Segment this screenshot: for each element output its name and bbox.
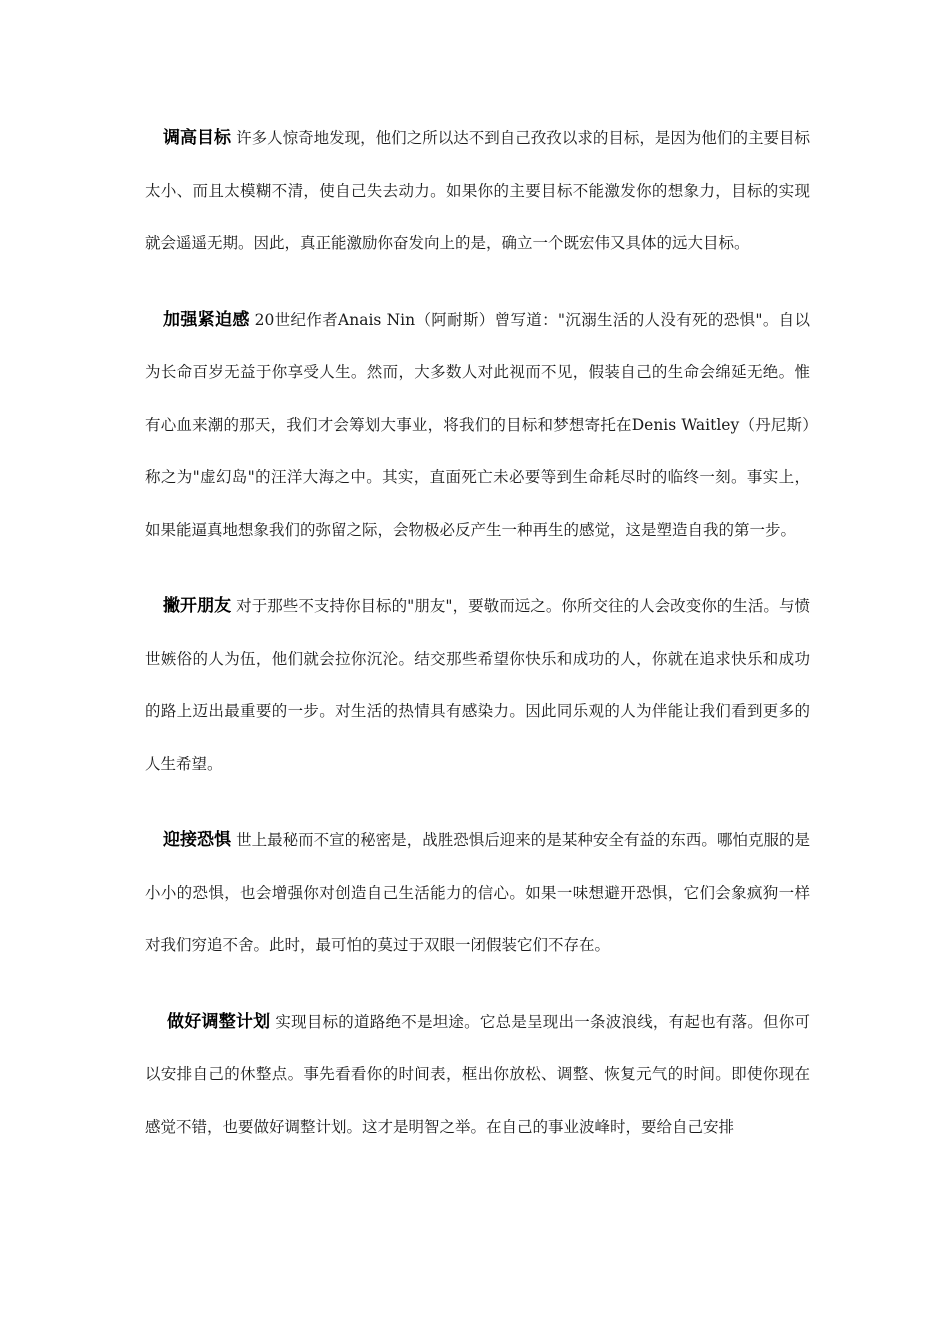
section-heading: 做好调整计划	[167, 1011, 271, 1032]
section-heading: 迎接恐惧	[163, 830, 232, 850]
section-face-fear	[145, 814, 810, 972]
document-page	[145, 112, 810, 1177]
section-leave-friends	[145, 580, 810, 790]
section-adjust-plan	[145, 996, 810, 1154]
section-urgency	[145, 294, 810, 557]
section-text: 世上最秘而不宣的秘密是，战胜恐惧后迎来的是某种安全有益的东西。哪怕克服的是小小的恐惧，也会增强你对创造自己生活能力的信心。如果一味想避开恐惧，它们会象疯狗一样对我们穷追不舍。此时，最可怕的莫过于双眼一闭假装它们不存在。	[145, 831, 811, 954]
section-heading: 调高目标	[163, 128, 232, 148]
section-text: 实现目标的道路绝不是坦途。它总是呈现出一条波浪线，有起也有落。但你可以安排自己的休整点。事先看看你的时间表，框出你放松、调整、恢复元气的时间。即使你现在感觉不错，也要做好调整计划。这才是明智之举。在自己的事业波峰时，要给自己安排	[145, 1012, 810, 1136]
section-text: 许多人惊奇地发现，他们之所以达不到自己孜孜以求的目标，是因为他们的主要目标太小、而且太模糊不清，使自己失去动力。如果你的主要目标不能激发你的想象力，目标的实现就会遥遥无期。因此，真正能激励你奋发向上的是，确立一个既宏伟又具体的远大目标。	[145, 129, 811, 252]
section-raise-goals	[145, 112, 810, 270]
section-heading: 加强紧迫感	[163, 309, 250, 330]
section-text: 20世纪作者Anais Nin（阿耐斯）曾写道："沉溺生活的人没有死的恐惧"。自以为长命百岁无益于你享受人生。然而，大多数人对此视而不见，假装自己的生命会绵延无绝。惟有心血来潮的那天，我们才会筹划大事业，将我们的目标和梦想寄托在Denis Waitley（丹尼斯）称之为"虚幻岛"的汪洋大海之中。其实，直面死亡未必要等到生命耗尽时的临终一刻。事实上，如果能逼真地想象我们的弥留之际，会物极必反产生一种再生的感觉，这是塑造自我的第一步。	[145, 310, 810, 539]
section-text: 对于那些不支持你目标的"朋友"，要敬而远之。你所交往的人会改变你的生活。与愤世嫉俗的人为伍，他们就会拉你沉沦。结交那些希望你快乐和成功的人，你就在追求快乐和成功的路上迈出最重要的一步。对生活的热情具有感染力。因此同乐观的人为伴能让我们看到更多的人生希望。	[145, 597, 810, 773]
section-heading: 撇开朋友	[163, 596, 232, 616]
